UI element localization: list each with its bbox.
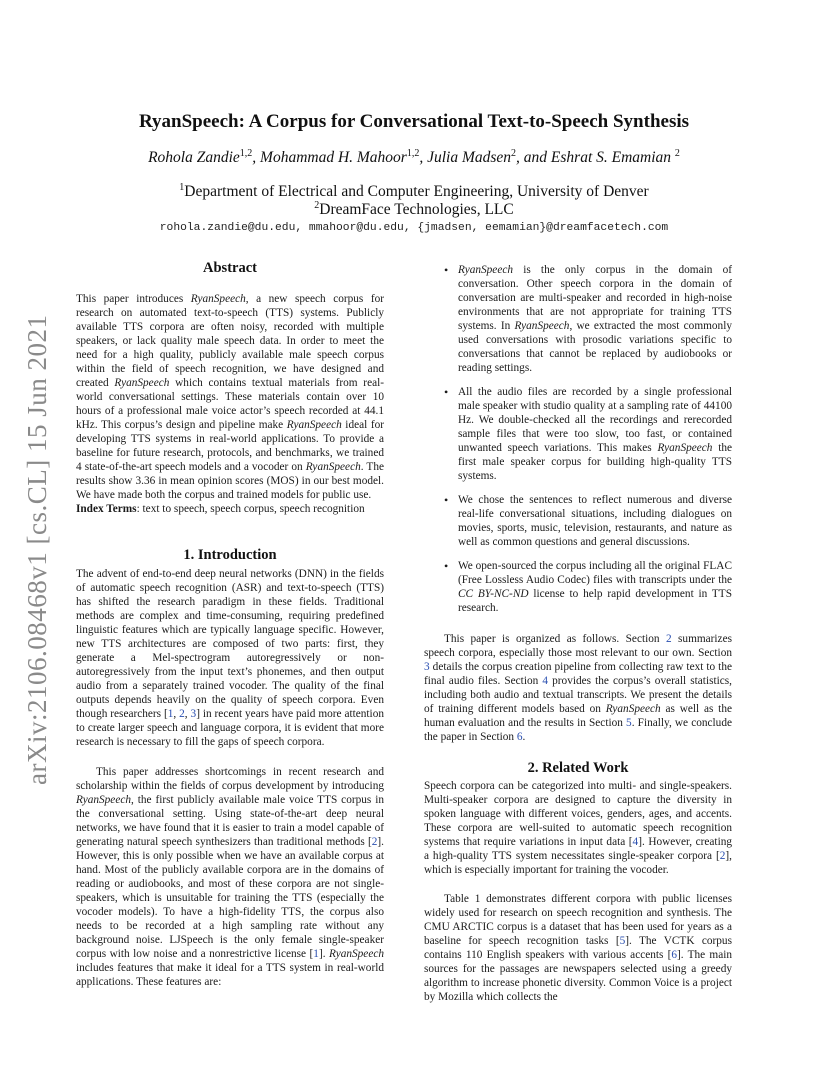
paper-title: RyanSpeech: A Corpus for Conversational Text-to-Speech Synthesis — [138, 111, 690, 132]
abstract-body — [76, 292, 384, 516]
citation-link[interactable]: 3 — [190, 708, 197, 720]
body-text: ]. — [318, 948, 329, 960]
section-link[interactable]: 4 — [542, 675, 549, 687]
abstract-heading: Abstract — [203, 260, 257, 276]
body-text: as well as the human evaluation and the results in Section — [424, 703, 732, 729]
body-text: ] in recent years have paid more attention to create larger speech and language corpora, it is evident that more research is necessary to fill the gaps of speech corpora. — [76, 708, 384, 748]
affiliation-2 — [0, 200, 828, 219]
body-text: details the corpus creation pipeline from collecting raw text to the final audio files. Section — [424, 661, 732, 687]
body-text: . Finally, we conclude the paper in Section — [424, 717, 732, 743]
body-text: provides the corpus’s overall statistics, including both audio and textual transcripts. We present the details of training different models based on — [424, 675, 732, 715]
body-text: This paper is organized as follows. Section — [444, 633, 666, 645]
citation-link[interactable]: 6 — [671, 949, 678, 961]
affiliation-text: DreamFace Technologies, LLC — [319, 201, 514, 219]
section-link[interactable]: 6 — [516, 731, 523, 743]
author-affiliation-mark: 2 — [674, 148, 680, 159]
features-list — [424, 263, 732, 615]
introduction-paragraph-1: The advent of end-to-end deep neural networks (DNN) in the fields of automatic speech recognition (ASR) and text-to-speech (TTS) has shifted the research paradigm in these fields. Traditional methods are complex and time-consuming, requiring predefined linguistic features which are typically language specific. However, new TTS architectures are composed of two parts: first, they generate a Mel-spectrogram autoregressively or non-autoregressively from the input text’s phonemes, and then output audio from a separately trained vocoder. The quality of the final outputs depends heavily on the quality of speech corpora. Even though researchers [1, 2, 3] in recent years have paid more attention to create larger speech and language corpora, it is evident that more research is necessary to fill the gaps of speech corpora. — [76, 568, 384, 748]
body-text: . — [522, 731, 526, 743]
body-text: , we extracted the most commonly used conversations with prosodic variations specific to conversations that cannot be replaced by audiobooks or reading settings. — [458, 320, 732, 374]
corpus-name: RyanSpeech — [458, 264, 513, 276]
author-separator: , — [419, 149, 428, 167]
abstract-text: which contains textual materials from real-world conversational settings. These materials contain over 10 hours of a professional male voice actor’s speech recorded at 44.1 kHz. This corpus’s design and pipeline make — [76, 377, 384, 431]
related-work-heading: 2. Related Work — [527, 760, 629, 776]
body-text: ], which is especially important for training the vocoder. — [424, 850, 732, 876]
author-name: Eshrat S. Emamian — [550, 149, 672, 167]
author-emails: rohola.zandie@du.edu, mmahoor@du.edu, {jmadsen, eemamian}@dreamfacetech.com — [159, 222, 669, 234]
citation-link[interactable]: 2 — [371, 836, 378, 848]
citation-link[interactable]: 4 — [632, 836, 639, 848]
body-text: ]. However, this is only possible when we have an available corpus at hand. Most of the publicly available corpora are in the domains of reading or audiobooks, and most of these corpora are not single-speakers, which is unsuitable for training the TTS (especially the vocoder models). To have a high-fidelity TTS, the corpus also needs to be recorded at a high sampling rate without any background noise. LJSpeech is the only female single-speaker corpus with low noise and a nonrestrictive license [ — [76, 836, 384, 960]
affiliation-1 — [0, 182, 828, 201]
citation-link[interactable]: 1 — [167, 708, 174, 720]
body-text: , the first publicly available male voice TTS corpus in the conversational setting. Using state-of-the-art deep neural networks, we have found that it is easier to train a model capable of generating natural speech synthesizers than traditional methods [ — [76, 794, 384, 848]
abstract-text: ideal for developing TTS systems in real-world applications. To provide a baseline for future research, protocols, and benchmarks, we trained 4 state-of-the-art speech models and a vocoder on — [76, 419, 384, 473]
author-affiliation-mark: 1,2 — [239, 148, 253, 159]
affiliation-mark: 2 — [314, 200, 320, 211]
introduction-heading: 1. Introduction — [183, 547, 277, 563]
corpus-name: RyanSpeech — [514, 320, 570, 332]
list-item — [424, 385, 732, 483]
license-name: CC BY-NC-ND — [458, 588, 529, 600]
list-item — [424, 263, 732, 375]
corpus-name: RyanSpeech — [657, 442, 713, 454]
author-list — [0, 148, 828, 167]
related-work-paragraph-2 — [424, 892, 732, 1004]
body-text: We open-sourced the corpus including all the original FLAC (Free Lossless Audio Codec) files with transcripts under the — [458, 560, 732, 586]
body-text: We chose the sentences to reflect numerous and diverse real-life conversational situations, including dialogues on movies, sports, music, television, restaurants, and nature as well as common questions and general discussions. — [458, 494, 732, 548]
body-text: This paper addresses shortcomings in recent research and scholarship within the fields of corpus development by introducing — [76, 766, 384, 792]
body-text: Speech corpora can be categorized into multi- and single-speakers. Multi-speaker corpora are designed to capture the diversity in spoken language with different voices, genders, ages, and accents. These corpora are well-suited to automatic speech recognition systems that require variations in input data [ — [424, 780, 732, 848]
body-text: ]. The main sources for the passages are newspapers selected using a greedy algorithm to increase phonetic diversity. Common Voice is a project by Mozilla which collects the — [424, 949, 732, 1003]
arxiv-identifier-stamp: arXiv:2106.08468v1 [cs.CL] 15 Jun 2021 — [22, 314, 52, 785]
organization-paragraph — [424, 632, 732, 744]
list-item — [424, 493, 732, 549]
author-name: Julia Madsen — [427, 149, 512, 167]
citation-link[interactable]: 2 — [179, 708, 185, 720]
author-affiliation-mark: 1,2 — [406, 148, 420, 159]
citation-link[interactable]: 5 — [619, 935, 626, 947]
abstract-text: , a new speech corpus for research on automated text-to-speech (TTS) systems. Publicly available TTS corpora are often noisy, recorded with multiple speakers, or lack quality male speech data. In order to meet the need for a high quality, publicly available male speech corpus within the field of speech recognition, we have designed and created — [76, 293, 384, 389]
citation-link[interactable]: 1 — [313, 948, 319, 960]
body-text: The advent of end-to-end deep neural networks (DNN) in the fields of automatic speech recognition (ASR) and text-to-speech (TTS) has shifted the research paradigm in these fields. Traditional methods are complex and time-consuming, requiring predefined linguistic features which are typically language specific. However, new TTS architectures are composed of two parts: first, they generate a Mel-spectrogram autoregressively or non-autoregressively from the input text’s phonemes, and then output audio from a separately trained vocoder. The quality of the final outputs depends heavily on the quality of speech corpora. Even though researchers [ — [76, 568, 384, 720]
abstract-text: . The results show 3.36 in mean opinion scores (MOS) in our best model. We have made both the corpus and trained models for public use. — [76, 461, 384, 501]
author-separator: , — [252, 149, 261, 167]
author-name: Mohammad H. Mahoor — [260, 149, 407, 167]
introduction-paragraph-2 — [76, 765, 384, 989]
body-text: All the audio files are recorded by a single professional male speaker with studio quality at a sampling rate of 44100 Hz. We double-checked all the recordings and rerecorded sample files that were too slow, too fast, or contained unwanted speech variations. This makes — [458, 386, 732, 454]
related-work-paragraph-1 — [424, 779, 732, 877]
affiliation-mark: 1 — [179, 182, 185, 193]
body-text: license to help rapid development in TTS research. — [458, 588, 732, 614]
body-text: ]. The VCTK corpus contains 110 English speakers with various accents [ — [424, 935, 732, 961]
corpus-name: RyanSpeech — [605, 703, 661, 715]
author-separator: , and — [516, 149, 551, 167]
affiliation-text: Department of Electrical and Computer Engineering, University of Denver — [184, 183, 649, 201]
index-terms-text: : text to speech, speech corpus, speech recognition — [136, 503, 365, 515]
body-text: is the only corpus in the domain of conversation. Other speech corpora in the domain of conversation are multi-speaker and recorded in high-noise environments that are not appropriate for training TTS systems. In — [458, 264, 732, 332]
author-name: Rohola Zandie — [148, 149, 240, 167]
section-link[interactable]: 3 — [424, 661, 430, 673]
corpus-name: RyanSpeech — [190, 293, 246, 305]
body-text: ]. However, creating a high-quality TTS system necessitates single-speaker corpora [ — [424, 836, 733, 862]
body-text: the first male speaker corpus for building high-quality TTS systems. — [458, 442, 732, 482]
section-link[interactable]: 2 — [665, 633, 672, 645]
corpus-name: RyanSpeech — [329, 948, 384, 960]
corpus-name: RyanSpeech — [305, 461, 361, 473]
abstract-text: This paper introduces — [76, 293, 191, 305]
body-text: summarizes speech corpora, especially those most relevant to our own. Section — [424, 633, 732, 659]
body-text: Table 1 demonstrates different corpora with public licenses widely used for research on speech recognition and synthesis. The CMU ARCTIC corpus is a dataset that has been used for years as a baseline for speech recognition tasks [ — [424, 893, 732, 947]
author-affiliation-mark: 2 — [511, 148, 517, 159]
index-terms-label: Index Terms — [76, 503, 137, 515]
list-item — [424, 559, 732, 615]
corpus-name: RyanSpeech — [286, 419, 342, 431]
body-text: includes features that make it ideal for a TTS system in real-world applications. These features are: — [76, 962, 384, 988]
citation-link[interactable]: 2 — [719, 850, 726, 862]
corpus-name: RyanSpeech — [76, 794, 131, 806]
corpus-name: RyanSpeech — [114, 377, 170, 389]
section-link[interactable]: 5 — [626, 717, 632, 729]
